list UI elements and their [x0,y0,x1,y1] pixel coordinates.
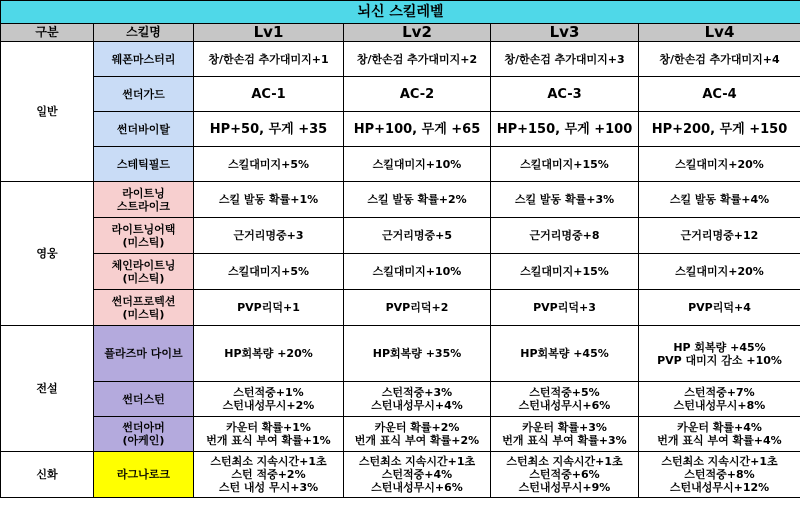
level-value-cell [491,326,639,382]
cell-text-line: 스턴적중+7% [684,386,755,399]
skill-row [1,326,800,382]
level-value-cell [491,77,639,112]
cell-text-line: AC-4 [702,86,737,102]
level-value-cell [344,452,491,498]
cell-text-line: 스턴내성무시+6% [518,399,611,412]
level-value-cell [194,417,344,452]
level-value-cell [344,42,491,77]
skill-row [1,290,800,326]
skill-row [1,42,800,77]
cell-text-line: 창/한손검 추가대미지+2 [356,52,478,66]
cell-text-line: 스턴 내성 무시+3% [218,481,319,494]
cell-text-line: 번개 표식 부여 확률+2% [354,434,480,447]
cell-text-line: (미스틱) [122,307,165,321]
table-title: 뇌신 스킬레벨 [1,1,800,24]
cell-text-line: 라이트닝어택 [111,222,176,236]
cell-text-line: 카운터 확률+2% [374,421,460,434]
category-general: 일반 [1,42,94,182]
level-value-cell [344,290,491,326]
cell-text-line: AC-2 [399,86,435,102]
level-value-cell [491,452,639,498]
skill-row [1,382,800,417]
skill-name-cell [94,254,194,290]
level-value-cell [344,326,491,382]
level-value-cell [194,218,344,254]
cell-text-line: 썬더스턴 [122,392,165,406]
skill-name-cell [94,452,194,498]
cell-text-line: 스킬대미지+5% [227,265,310,278]
cell-text-line: 스턴최소 지속시간+1초 [358,455,476,468]
skill-name-cell [94,147,194,182]
skill-row [1,182,800,218]
level-value-cell [194,254,344,290]
cell-text-line: AC-1 [251,86,286,102]
skill-row [1,254,800,290]
level-value-cell [639,417,800,452]
level-value-cell [491,254,639,290]
header-lv2: Lv2 [344,24,491,42]
cell-text-line: 번개 표식 부여 확률+4% [657,434,782,447]
category-hero: 영웅 [1,182,94,326]
cell-text-line: 스턴내성무시+9% [518,481,611,494]
cell-text-line: (미스틱) [122,235,165,249]
level-value-cell [491,182,639,218]
cell-text-line: 스턴내성무시+2% [222,399,315,412]
header-lv4: Lv4 [639,24,800,42]
cell-text-line: HP+100, 무게 +65 [353,121,481,137]
cell-text-line: 근거리명중+12 [680,229,759,242]
cell-text-line: 스턴적중+1% [233,386,304,399]
level-value-cell [639,182,800,218]
level-value-cell [194,147,344,182]
skill-row [1,452,800,498]
cell-text-line: 스턴적중+3% [381,386,453,399]
cell-text-line: 스턴적중+4% [381,468,453,481]
cell-text-line: 근거리명중+3 [233,229,304,242]
level-value-cell [639,254,800,290]
level-value-cell [639,42,800,77]
level-value-cell [491,42,639,77]
cell-text-line: 카운터 확률+1% [226,421,311,434]
skill-name-cell [94,77,194,112]
cell-text-line: HP+200, 무게 +150 [651,121,788,137]
cell-text-line: 스킬대미지+5% [227,157,310,171]
level-value-cell [639,218,800,254]
cell-text-line: 스턴내성무시+12% [669,481,770,494]
cell-text-line: 스테틱필드 [116,157,171,171]
category-myth: 신화 [1,452,94,498]
level-value-cell [639,382,800,417]
header-category: 구분 [1,24,94,42]
cell-text-line: 스트라이크 [116,199,171,213]
level-value-cell [344,147,491,182]
cell-text-line: PVP 대미지 감소 +10% [657,353,782,367]
level-value-cell [344,382,491,417]
header-row [1,24,800,42]
cell-text-line: PVP리덕+3 [533,301,596,314]
cell-text-line: 썬더바이탈 [116,122,171,136]
header-lv1: Lv1 [194,24,344,42]
skill-name-cell [94,42,194,77]
level-value-cell [344,218,491,254]
cell-text-line: 스킬 발동 확률+3% [514,193,615,206]
level-value-cell [194,326,344,382]
skill-name-cell [94,218,194,254]
cell-text-line: HP회복량 +45% [520,347,609,360]
level-value-cell [194,112,344,147]
level-value-cell [194,182,344,218]
cell-text-line: 스킬대미지+10% [372,157,462,171]
cell-text-line: 스킬대미지+15% [520,265,609,278]
level-value-cell [491,147,639,182]
cell-text-line: 근거리명중+8 [529,229,600,242]
cell-text-line: 스턴최소 지속시간+1초 [661,455,778,468]
cell-text-line: HP회복량 +20% [224,347,313,360]
cell-text-line: PVP리덕+1 [237,301,300,314]
cell-text-line: 플라즈마 다이브 [104,347,183,360]
skill-name-cell [94,326,194,382]
cell-text-line: HP 회복량 +45% [673,340,766,354]
cell-text-line: 스킬대미지+20% [675,265,764,278]
cell-text-line: 근거리명중+5 [381,229,452,242]
cell-text-line: 스턴 적중+2% [231,468,306,481]
level-value-cell [194,42,344,77]
skill-name-cell [94,182,194,218]
cell-text-line: 체인라이트닝 [111,258,176,272]
cell-text-line: 스킬대미지+15% [520,157,609,171]
cell-text-line: 라그나로크 [116,468,171,481]
skill-row [1,218,800,254]
skill-name-cell [94,382,194,417]
level-value-cell [194,452,344,498]
level-value-cell [639,112,800,147]
header-lv3: Lv3 [491,24,639,42]
cell-text-line: 스턴최소 지속시간+1초 [210,455,327,468]
skill-row [1,147,800,182]
skill-name-cell [94,112,194,147]
skill-row [1,417,800,452]
cell-text-line: 썬더아머 [122,421,165,434]
cell-text-line: 스킬대미지+10% [372,265,462,278]
level-value-cell [639,290,800,326]
level-value-cell [344,77,491,112]
cell-text-line: 창/한손검 추가대미지+4 [659,52,780,66]
cell-text-line: 번개 표식 부여 확률+3% [502,434,627,447]
level-value-cell [344,112,491,147]
cell-text-line: 스킬 발동 확률+1% [218,193,319,206]
skill-row [1,112,800,147]
level-value-cell [639,452,800,498]
cell-text-line: 라이트닝 [122,186,165,200]
level-value-cell [344,254,491,290]
skill-row [1,77,800,112]
title-row [1,1,800,24]
level-value-cell [639,326,800,382]
cell-text-line: HP회복량 +35% [372,347,462,360]
cell-text-line: 썬더가드 [122,87,165,101]
cell-text-line: PVP리덕+4 [688,301,751,314]
skill-name-cell [94,417,194,452]
cell-text-line: 카운터 확률+4% [677,421,762,434]
cell-text-line: 스턴내성무시+8% [673,399,766,412]
level-value-cell [491,417,639,452]
category-legend: 전설 [1,326,94,452]
cell-text-line: AC-3 [547,86,582,102]
level-value-cell [194,77,344,112]
cell-text-line: 창/한손검 추가대미지+1 [208,52,329,66]
level-value-cell [344,417,491,452]
level-value-cell [491,382,639,417]
level-value-cell [491,112,639,147]
cell-text-line: 스턴내성무시+4% [371,399,463,412]
cell-text-line: 스턴적중+8% [684,468,755,481]
cell-text-line: 스턴적중+6% [529,468,600,481]
cell-text-line: 스턴적중+5% [529,386,600,399]
skill-name-cell [94,290,194,326]
cell-text-line: 카운터 확률+3% [522,421,607,434]
cell-text-line: 스킬 발동 확률+2% [367,193,467,206]
level-value-cell [639,147,800,182]
cell-text-line: (미스틱) [122,271,165,285]
cell-text-line: 번개 표식 부여 확률+1% [206,434,331,447]
level-value-cell [344,182,491,218]
cell-text-line: 썬더프로텍션 [111,294,176,308]
level-value-cell [639,77,800,112]
cell-text-line: 스턴최소 지속시간+1초 [506,455,623,468]
header-skill: 스킬명 [94,24,194,42]
cell-text-line: 창/한손검 추가대미지+3 [504,52,625,66]
cell-text-line: HP+50, 무게 +35 [209,121,328,137]
cell-text-line: 스턴내성무시+6% [371,481,463,494]
cell-text-line: HP+150, 무게 +100 [496,121,633,137]
cell-text-line: 스킬 발동 확률+4% [669,193,770,206]
cell-text-line: 스킬대미지+20% [675,157,764,171]
level-value-cell [194,290,344,326]
cell-text-line: PVP리덕+2 [385,301,449,314]
level-value-cell [491,290,639,326]
level-value-cell [194,382,344,417]
level-value-cell [491,218,639,254]
cell-text-line: (아케인) [122,434,165,447]
cell-text-line: 웨폰마스터리 [111,52,176,66]
